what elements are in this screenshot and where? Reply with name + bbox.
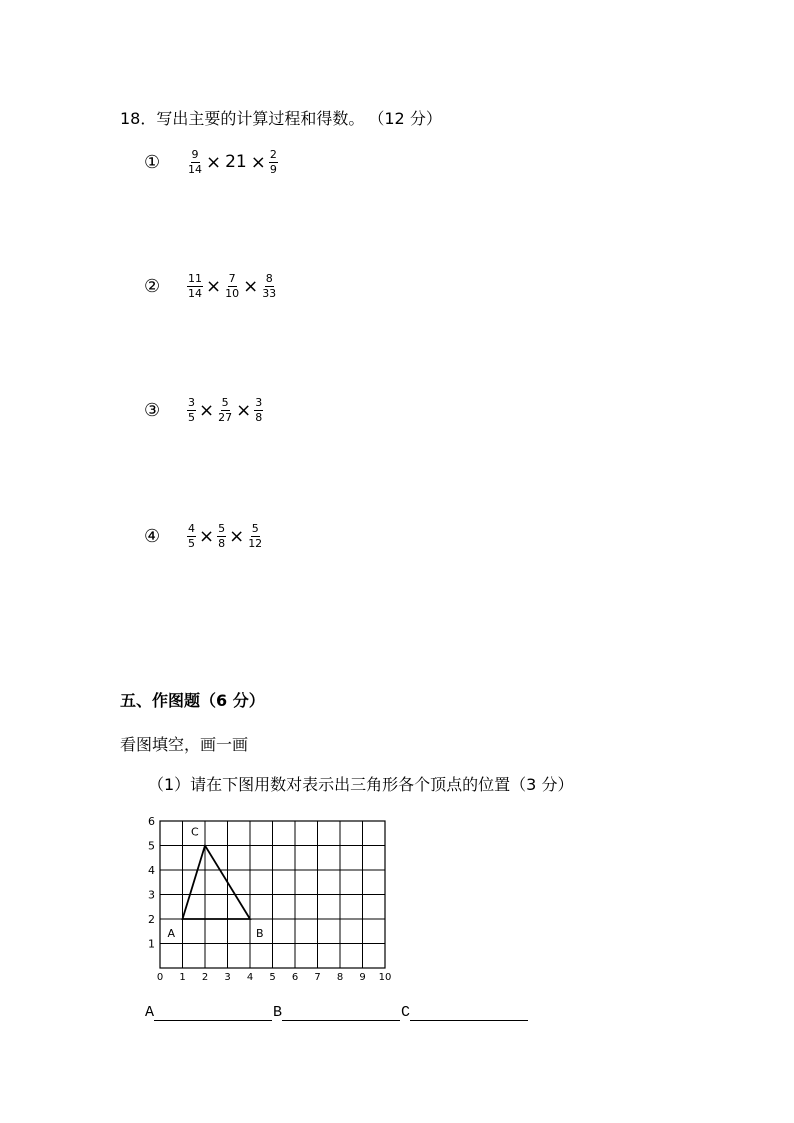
section-5-task: （1）请在下图用数对表示出三角形各个顶点的位置（3 分） xyxy=(148,775,574,794)
times-sign: × xyxy=(250,151,266,173)
y-tick-label: 3 xyxy=(148,888,155,902)
y-tick-label: 1 xyxy=(148,937,155,951)
problem-marker: ④ xyxy=(144,525,161,547)
question-18-title xyxy=(120,106,442,129)
y-tick-label: 4 xyxy=(148,864,155,877)
times-sign: × xyxy=(236,399,252,421)
x-tick-label: 5 xyxy=(269,972,276,983)
numerator: 3 xyxy=(255,395,263,409)
question-18-points: （12 分） xyxy=(376,109,442,128)
x-tick-label: 6 xyxy=(291,972,299,983)
numerator: 5 xyxy=(251,521,259,535)
y-tick-label: 2 xyxy=(148,913,155,926)
answer-label-b: B xyxy=(273,1004,283,1021)
whole-number: 21 xyxy=(225,152,247,172)
x-tick-label: 4 xyxy=(246,972,254,983)
numerator: 3 xyxy=(188,395,195,409)
times-sign: × xyxy=(199,525,215,547)
x-tick-label: 10 xyxy=(378,972,392,983)
fraction xyxy=(217,523,226,550)
section-5-subtitle: 看图填空，画一画 xyxy=(120,735,249,754)
times-sign: × xyxy=(206,151,222,173)
fraction xyxy=(254,397,263,424)
problem-expression xyxy=(186,149,279,176)
section-5-title: 五、作图题（6 分） xyxy=(120,691,265,710)
problem-marker: ② xyxy=(144,275,161,297)
coordinate-grid xyxy=(140,810,400,990)
vertex-label: C xyxy=(191,825,199,839)
y-tick-label: 6 xyxy=(148,815,155,828)
problem-1 xyxy=(144,142,279,182)
vertex-label: B xyxy=(256,927,264,940)
question-18-text: 18．写出主要的计算过程和得数。 xyxy=(120,109,365,128)
x-tick-label: 0 xyxy=(156,972,164,983)
x-tick-label: 9 xyxy=(359,972,366,983)
problem-expression xyxy=(186,273,278,300)
fraction xyxy=(261,273,277,300)
answer-blank-b[interactable] xyxy=(282,1002,400,1021)
fraction xyxy=(269,149,278,176)
vertex-label: A xyxy=(167,927,176,940)
fraction xyxy=(187,523,196,550)
problem-marker: ③ xyxy=(144,399,161,421)
answer-blank-c[interactable] xyxy=(410,1002,528,1021)
denominator: 27 xyxy=(218,410,233,424)
denominator: 12 xyxy=(248,536,263,550)
problem-expression xyxy=(186,523,264,550)
fraction xyxy=(224,273,240,300)
answer-blank-a[interactable] xyxy=(154,1002,272,1021)
problem-3 xyxy=(144,390,264,430)
denominator: 8 xyxy=(218,536,226,550)
answer-blanks xyxy=(145,1002,529,1021)
x-tick-label: 2 xyxy=(201,972,209,983)
times-sign: × xyxy=(229,525,245,547)
numerator: 11 xyxy=(188,271,202,285)
times-sign: × xyxy=(243,275,259,297)
fraction xyxy=(187,149,203,176)
denominator: 5 xyxy=(188,410,195,424)
numerator: 4 xyxy=(188,521,195,535)
y-tick-label: 5 xyxy=(148,839,155,853)
x-tick-label: 3 xyxy=(224,972,231,983)
problem-2 xyxy=(144,266,278,306)
x-tick-label: 8 xyxy=(336,972,344,983)
triangle xyxy=(183,846,251,920)
numerator: 5 xyxy=(218,521,226,535)
fraction xyxy=(247,523,263,550)
denominator: 9 xyxy=(269,162,277,176)
denominator: 14 xyxy=(188,286,202,300)
fraction xyxy=(187,273,203,300)
times-sign: × xyxy=(206,275,222,297)
problem-marker: ① xyxy=(144,151,161,173)
denominator: 5 xyxy=(188,536,195,550)
denominator: 10 xyxy=(225,286,240,300)
denominator: 8 xyxy=(255,410,263,424)
numerator: 9 xyxy=(191,147,199,161)
fraction xyxy=(217,397,233,424)
x-tick-label: 7 xyxy=(314,972,321,983)
numerator: 8 xyxy=(265,271,273,285)
denominator: 14 xyxy=(188,162,202,176)
problem-expression xyxy=(186,397,264,424)
numerator: 2 xyxy=(269,147,277,161)
fraction xyxy=(187,397,196,424)
numerator: 7 xyxy=(228,271,236,285)
x-tick-label: 1 xyxy=(179,972,186,983)
answer-label-c: C xyxy=(401,1004,411,1021)
times-sign: × xyxy=(199,399,215,421)
numerator: 5 xyxy=(221,395,229,409)
problem-4 xyxy=(144,516,264,556)
answer-label-a: A xyxy=(145,1004,155,1021)
denominator: 33 xyxy=(262,286,277,300)
